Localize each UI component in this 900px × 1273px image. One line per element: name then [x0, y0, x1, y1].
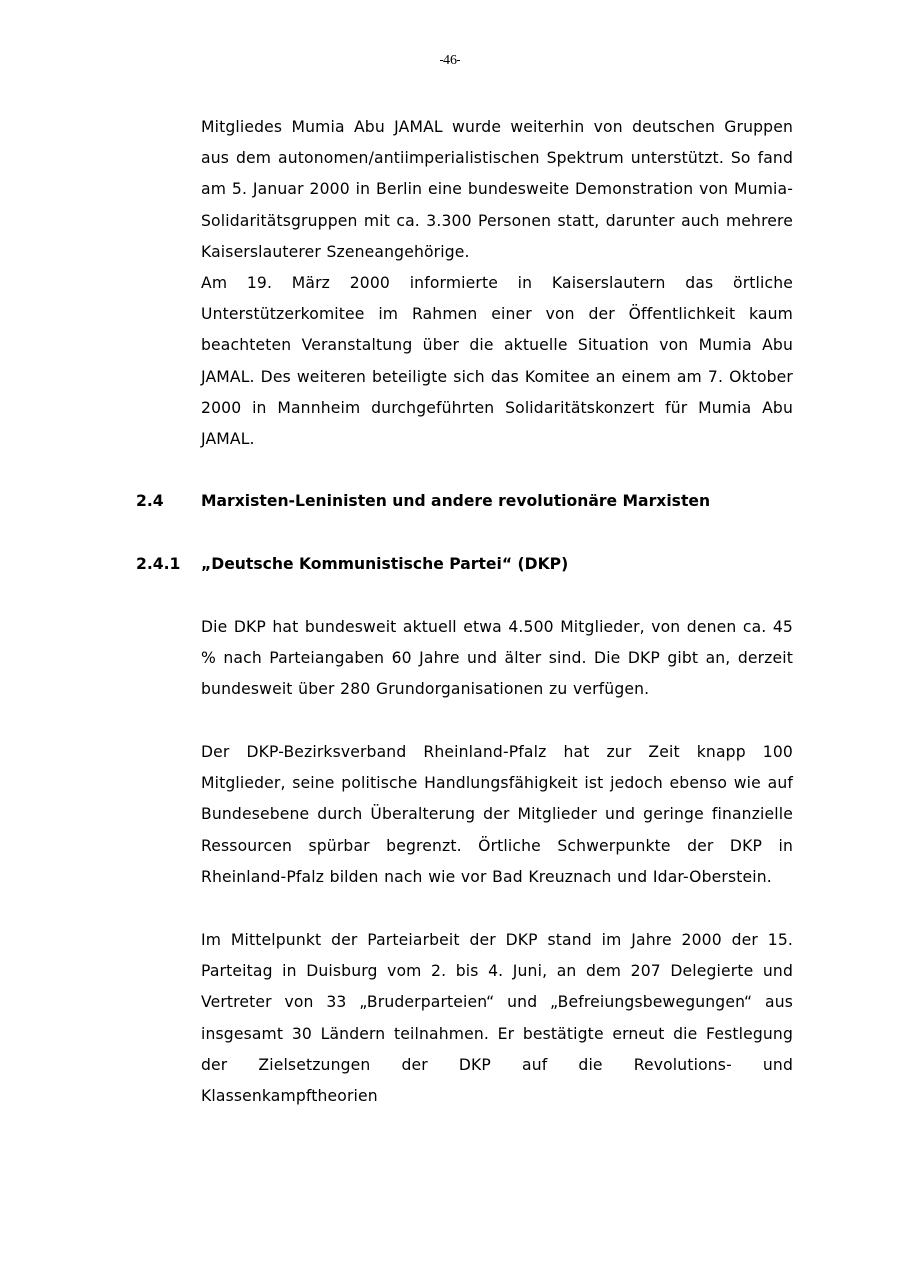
section-number: 2.4 — [136, 492, 164, 510]
paragraph-dkp-membership: Die DKP hat bundesweit aktuell etwa 4.500 Mitglieder, von denen ca. 45 % nach Parteiangaben 60 Jahre und älter sind. Die DKP gibt an, derzeit bundesweit über 280 Grundorganisationen zu verfügen. — [201, 618, 793, 699]
paragraph-kaiserslautern-committee: Am 19. März 2000 informierte in Kaiserslautern das örtliche Unterstützerkomitee im Rahmen einer von der Öffentlichkeit kaum beachteten Veranstaltung über die aktuelle Situation von Mumia Abu JAMAL. Des weiteren beteiligte sich das Komitee an einem am 7. Oktober 2000 in Mannheim durchgeführten Solidaritätskonzert für Mumia Abu JAMAL. — [201, 274, 793, 449]
section-title: Marxisten-Leninisten und andere revolutionäre Marxisten — [201, 492, 711, 510]
paragraph-mumia-support: Mitgliedes Mumia Abu JAMAL wurde weiterhin von deutschen Gruppen aus dem autonomen/antiimperialistischen Spektrum unterstützt. So fand am 5. Januar 2000 in Berlin eine bundesweite Demonstration von Mumia-Solidaritätsgruppen mit ca. 3.300 Personen statt, darunter auch mehrere Kaiserslauterer Szeneangehörige. — [201, 118, 793, 261]
page-number-dash-right — [457, 60, 460, 61]
paragraph-dkp-rlp: Der DKP-Bezirksverband Rheinland-Pfalz hat zur Zeit knapp 100 Mitglieder, seine politische Handlungsfähigkeit ist jedoch ebenso wie auf Bundesebene durch Überalterung der Mitglieder und geringe finanzielle Ressourcen spürbar begrenzt. Örtliche Schwerpunkte der DKP in Rheinland-Pfalz bilden nach wie vor Bad Kreuznach und Idar-Oberstein. — [201, 743, 793, 886]
section-heading-2-4 — [136, 486, 710, 517]
section-heading-2-4-1 — [136, 549, 568, 580]
page-number-value: 46 — [443, 53, 457, 68]
page-number — [0, 53, 900, 69]
subsection-title: „Deutsche Kommunistische Partei“ — [201, 555, 513, 573]
paragraph-dkp-party-congress: Im Mittelpunkt der Parteiarbeit der DKP stand im Jahre 2000 der 15. Parteitag in Duisburg vom 2. bis 4. Juni, an dem 207 Delegierte und Vertreter von 33 „Bruderparteien“ und „Befreiungsbewegungen“ aus insgesamt 30 Ländern teilnahmen. Er bestätigte erneut die Festlegung der Zielsetzungen der DKP auf die Revolutions- und Klassenkampftheorien — [201, 931, 793, 1106]
subsection-abbreviation: (DKP) — [517, 555, 569, 573]
subsection-number: 2.4.1 — [136, 555, 181, 573]
